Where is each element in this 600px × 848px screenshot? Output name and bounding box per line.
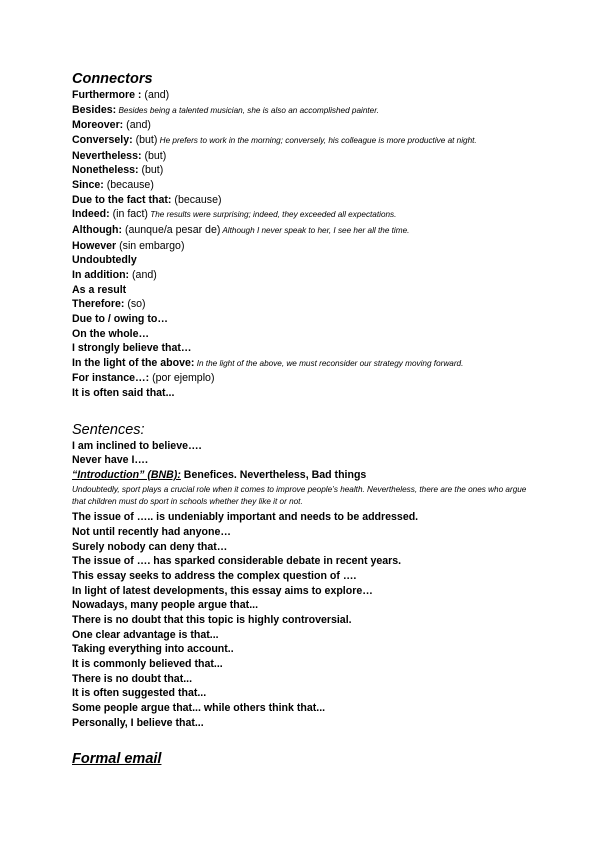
connector-term: On the whole… — [72, 327, 150, 340]
sentence-starter: It is often suggested that... — [72, 687, 207, 700]
introduction-line — [72, 468, 542, 483]
connectors-list — [72, 88, 542, 401]
connector-term: For instance…: — [72, 372, 150, 385]
connector-term: In the light of the above: — [72, 356, 195, 369]
connector-item — [72, 283, 542, 298]
connector-term: Since: — [72, 178, 104, 191]
connector-item — [72, 163, 542, 178]
connector-term: Furthermore : — [72, 89, 142, 101]
connector-example: Besides being a talented musician, she is also an accomplished painter. — [116, 105, 379, 115]
connector-term: In addition: — [72, 268, 130, 281]
sentence-starter: One clear advantage is that... — [72, 628, 219, 641]
connector-term: Due to the fact that: — [72, 193, 172, 206]
connector-item — [72, 356, 542, 372]
sentence-starter: It is commonly believed that... — [72, 657, 223, 670]
connector-example: The results were surprising; indeed, they exceeded all expectations. — [147, 210, 397, 220]
connector-term: Therefore: — [72, 298, 125, 311]
connector-translation: (and) — [123, 119, 151, 132]
connector-item — [72, 88, 542, 103]
connector-example: In the light of the above, we must reconsider our strategy moving forward. — [194, 358, 464, 368]
connector-term: However — [72, 239, 117, 252]
sentence-starter: There is no doubt that this topic is highly controversial. — [72, 613, 352, 626]
connector-term: As a result — [72, 283, 127, 296]
connector-translation: (and) — [141, 89, 170, 101]
sentence-starter: The issue of ….. is undeniably important and needs to be addressed. — [72, 511, 419, 524]
connector-example: Although I never speak to her, I see her all the time. — [220, 225, 410, 235]
connector-translation: (but) — [141, 149, 167, 162]
connector-item — [72, 133, 542, 149]
sentence-starter: Surely nobody can deny that… — [72, 540, 228, 553]
connector-translation: (aunque/a pesar de) — [122, 223, 221, 236]
connector-item — [72, 149, 542, 164]
sentence-starter: I am inclined to believe…. — [72, 439, 202, 452]
introduction-topic: Benefices. Nevertheless, Bad things — [180, 469, 367, 482]
connector-item — [72, 253, 542, 268]
connector-item — [72, 178, 542, 193]
sentence-starter: Nowadays, many people argue that... — [72, 599, 259, 612]
connector-term: I strongly believe that… — [72, 342, 192, 355]
connector-translation: (sin embargo) — [116, 239, 185, 252]
connector-translation: (because) — [171, 193, 222, 206]
connector-translation: (so) — [124, 298, 146, 311]
connector-item — [72, 371, 542, 386]
connector-item — [72, 297, 542, 312]
connector-translation: (and) — [129, 268, 157, 281]
sentence-starter: Not until recently had anyone… — [72, 526, 231, 538]
sentence-starter: The issue of …. has sparked considerable debate in recent years. — [72, 555, 402, 568]
sentence-starter: Some people argue that... while others think that... — [72, 701, 326, 714]
connector-term: Nevertheless: — [72, 149, 142, 162]
sentence-starter: Never have I…. — [72, 454, 148, 467]
connector-term: It is often said that... — [72, 387, 175, 400]
connector-term: Due to / owing to… — [72, 312, 168, 325]
sentences-list — [72, 439, 542, 468]
sentence-starter: There is no doubt that... — [72, 672, 193, 685]
document-content — [72, 70, 542, 768]
introduction-example-paragraph: Undoubtedly, sport plays a crucial role when it comes to improve people’s health. Nevertheless, there are the ones who argue that children must do sport in schools whether they like it or not. — [72, 484, 527, 507]
connector-item — [72, 193, 542, 208]
connector-translation: (in fact) — [109, 208, 148, 221]
connector-term: Indeed: — [72, 208, 110, 221]
connector-term: Moreover: — [72, 119, 124, 132]
connector-item — [72, 103, 542, 119]
connector-term: Besides: — [72, 103, 117, 116]
sentence-starter: In light of latest developments, this essay aims to explore… — [72, 584, 373, 597]
connector-item — [72, 223, 542, 239]
introduction-title: “Introduction” (BNB): — [72, 469, 181, 482]
sentences-heading: Sentences: — [72, 421, 145, 438]
sentences-list-continued — [72, 510, 542, 730]
connector-item — [72, 207, 542, 223]
connector-translation: (but) — [138, 164, 164, 177]
connectors-heading: Connectors — [72, 71, 153, 87]
connector-item — [72, 341, 542, 356]
connector-term: Nonetheless: — [72, 164, 139, 177]
connector-translation: (because) — [103, 178, 154, 191]
connector-term: Undoubtedly — [72, 254, 137, 267]
connector-item — [72, 268, 542, 283]
connector-term: Conversely: — [72, 133, 133, 146]
sentence-starter: This essay seeks to address the complex question of …. — [72, 569, 357, 582]
connector-translation: (but) — [132, 133, 158, 146]
connector-item — [72, 327, 542, 342]
connector-item — [72, 239, 542, 254]
connector-item — [72, 312, 542, 327]
formal-email-heading: Formal email — [72, 751, 162, 768]
connector-item — [72, 118, 542, 133]
connector-example: He prefers to work in the morning; conversely, his colleague is more productive at night. — [157, 135, 477, 145]
connector-translation: (por ejemplo) — [149, 372, 215, 385]
sentence-starter: Taking everything into account.. — [72, 643, 234, 656]
connector-item — [72, 386, 542, 401]
sentence-starter: Personally, I believe that... — [72, 716, 204, 729]
connector-term: Although: — [72, 223, 123, 236]
